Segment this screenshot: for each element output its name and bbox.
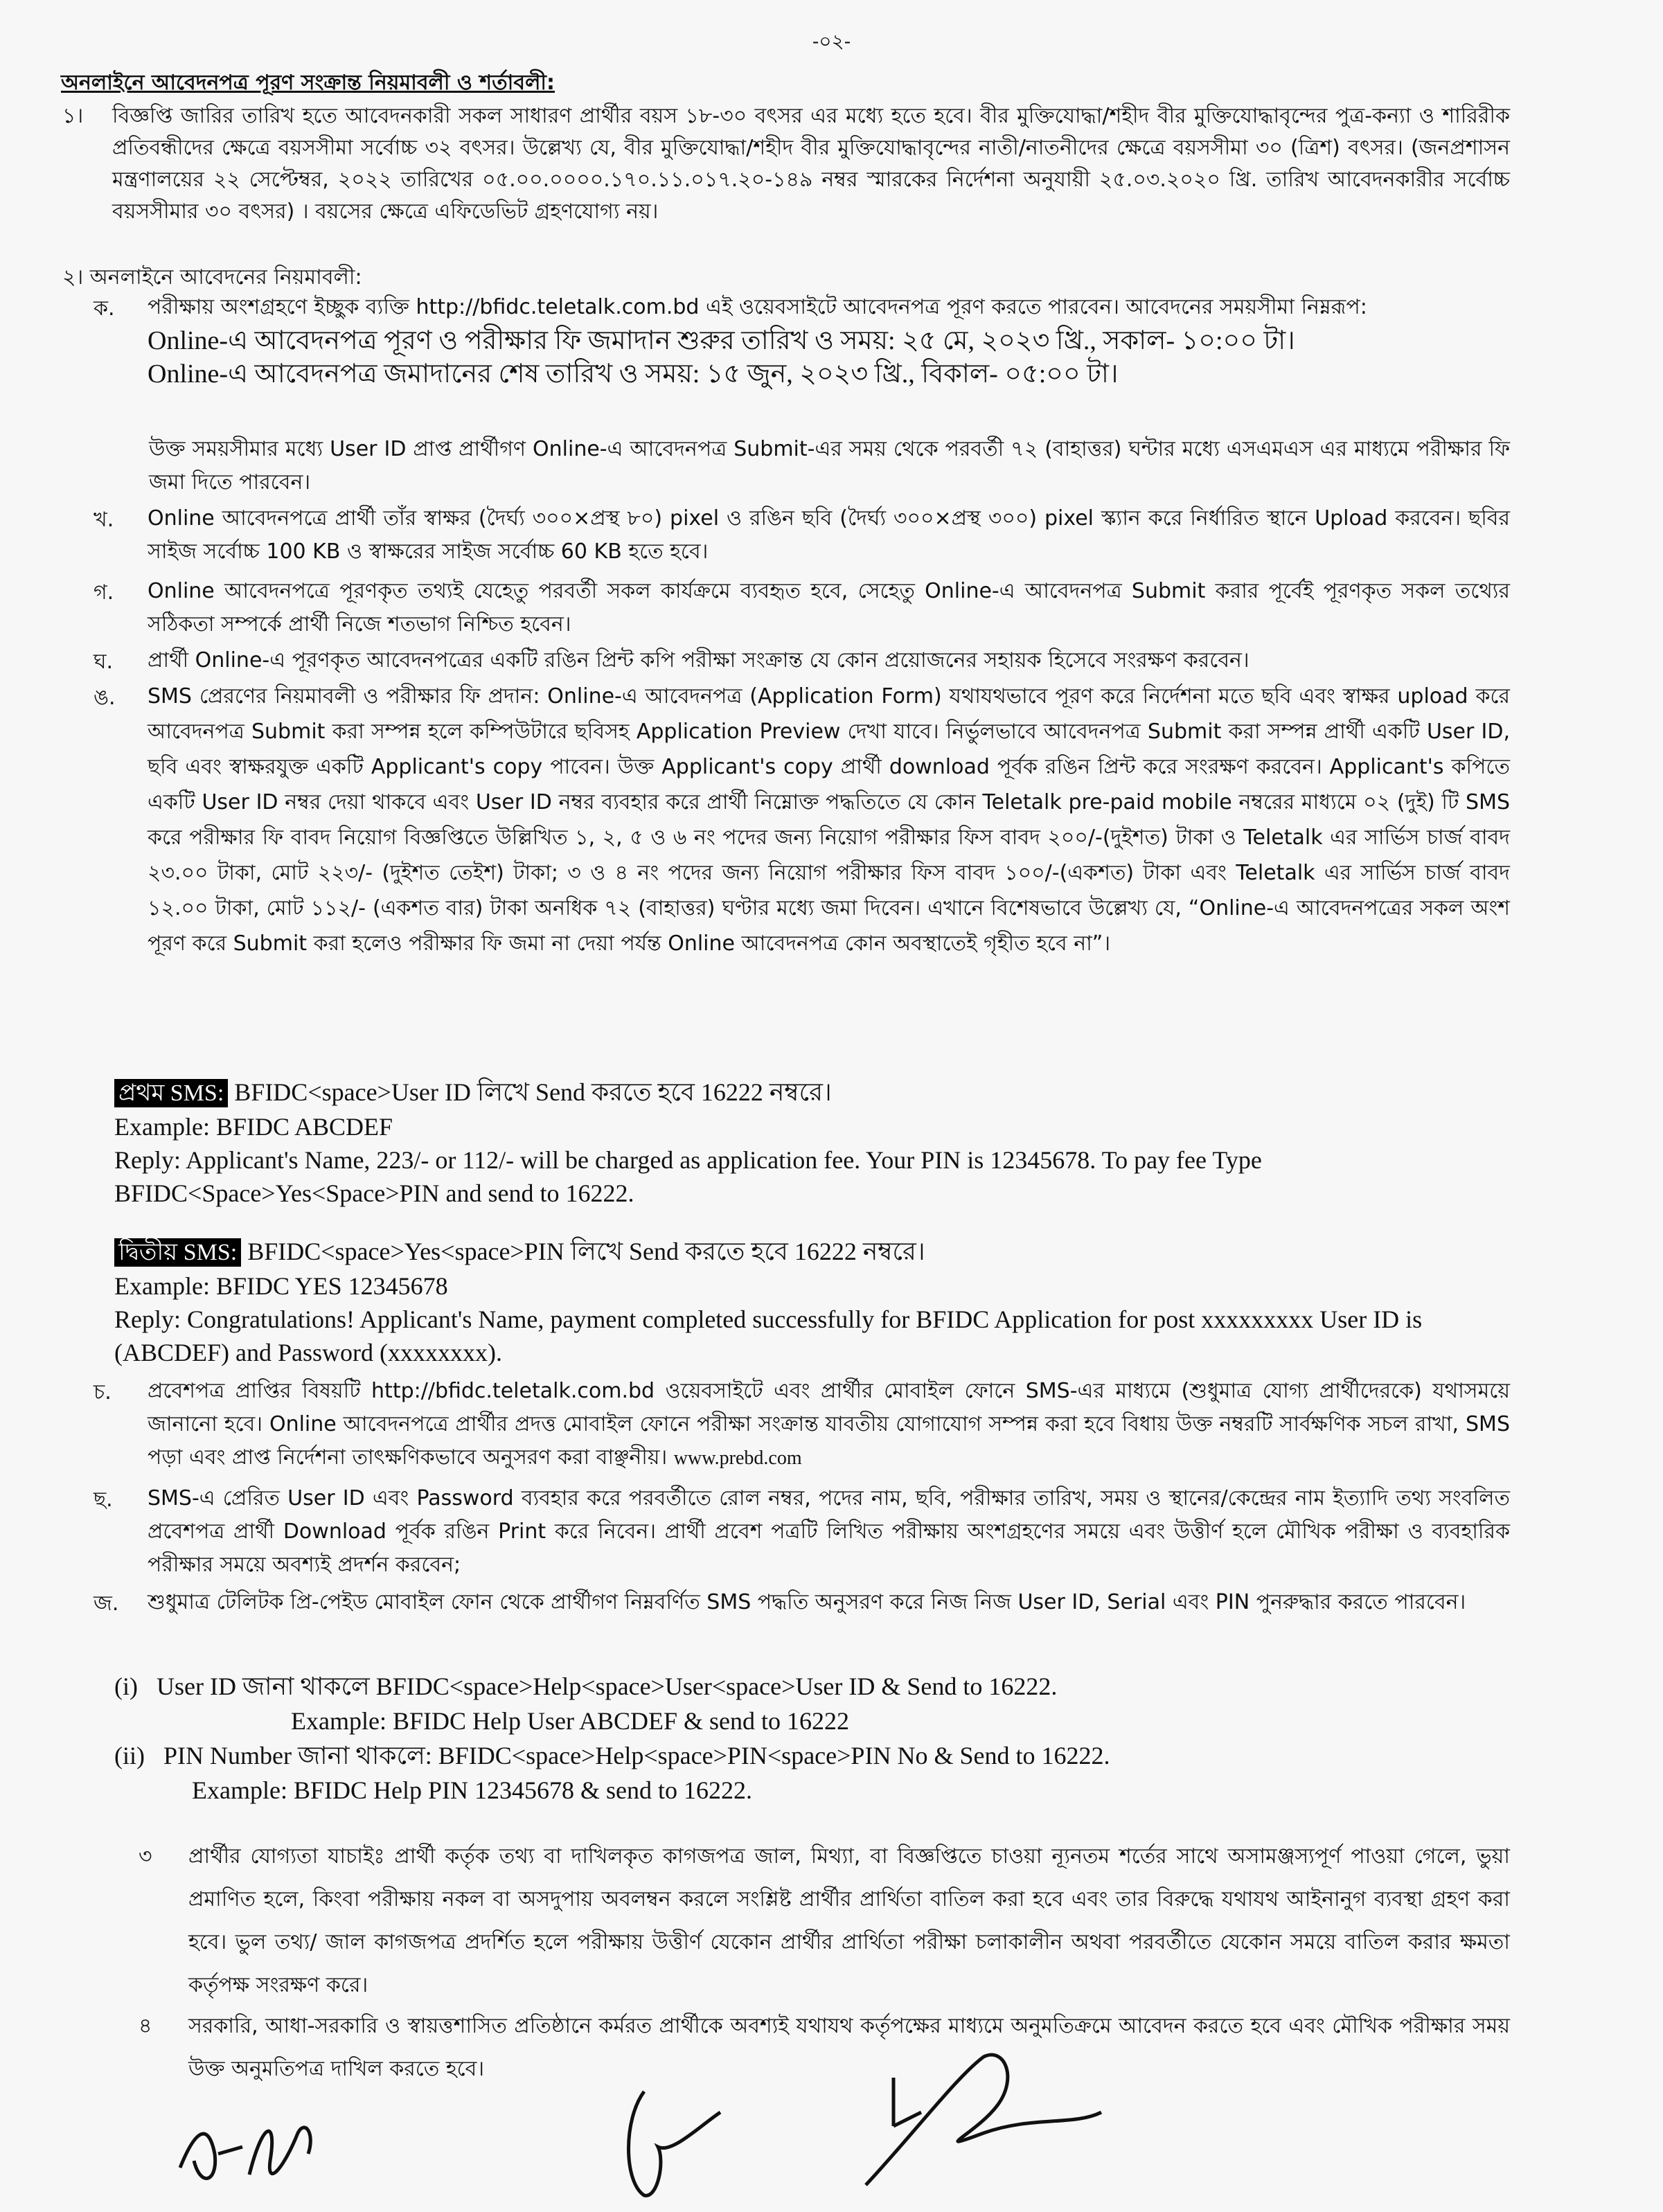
page-number: -০২- — [812, 30, 851, 53]
signature-3-icon — [824, 2050, 1129, 2188]
item-uma — [94, 679, 1510, 961]
item-text: Online আবেদনপত্রে পূরণকৃত তথ্যই যেহেতু পরবর্তী সকল কার্যক্রমে ব্যবহৃত হবে, সেহেতু Online-এ আবেদনপত্র Submit করার পূর্বেই পূরণকৃত সকল তথ্যের সঠিকতা সম্পর্কে প্রার্থী নিজে শতভাগ নিশ্চিত হবেন। — [148, 579, 1510, 636]
item-number: খ. — [94, 508, 114, 532]
section-number: ৩ — [139, 1844, 152, 1868]
item-ga — [94, 575, 1510, 641]
document-heading: অনলাইনে আবেদনপত্র পূরণ সংক্রান্ত নিয়মাবলী ও শর্তাবলী: — [61, 71, 555, 95]
item-text: SMS প্রেরণের নিয়মাবলী ও পরীক্ষার ফি প্রদান: Online-এ আবেদনপত্র (Application Form) যথাযথভাবে পূরণ করে নির্দেশনা মতে ছবি এবং স্বাক্ষর upload করে আবেদনপত্র Submit করা সম্পন্ন হলে কম্পিউটারে ছবিসহ Application Preview দেখা যাবে। নির্ভুলভাবে আবেদনপত্র Submit করা সম্পন্ন প্রার্থী একটি User ID, ছবি এবং স্বাক্ষরযুক্ত একটি Applicant's copy পাবেন। উক্ত Applicant's copy প্রার্থী download পূর্বক রঙিন প্রিন্ট করে সংরক্ষণ করবেন। Applicant's কপিতে একটি User ID নম্বর দেয়া থাকবে এবং User ID নম্বর ব্যবহার করে প্রার্থী নিম্নোক্ত পদ্ধতিতে যে কোন Teletalk pre-paid mobile নম্বরের মাধ্যমে ০২ (দুই) টি SMS করে পরীক্ষার ফি বাবদ নিয়োগ বিজ্ঞপ্তিতে উল্লিখিত ১, ২, ৫ ও ৬ নং পদের জন্য নিয়োগ পরীক্ষার ফিস বাবদ ২০০/-(দুইশত) টাকা ও Teletalk এর সার্ভিস চার্জ বাবদ ২৩.০০ টাকা, মোট ২২৩/- (দুইশত তেইশ) টাকা; ৩ ও ৪ নং পদের জন্য নিয়োগ পরীক্ষার ফিস বাবদ ১০০/-(একশত) টাকা এবং Teletalk এর সার্ভিস চার্জ বাবদ ১২.০০ টাকা, মোট ১১২/- (একশত বার) টাকা অনধিক ৭২ (বাহাত্তর) ঘণ্টার মধ্যে জমা দিবেন। এখানে বিশেষভাবে উল্লেখ্য যে, “Online-এ আবেদনপত্রের সকল অংশ পূরণ করে Submit করা হলেও পরীক্ষার ফি জমা না দেয়া পর্যন্ত Online আবেদনপত্র কোন অবস্থাতেই গৃহীত হবে না”। — [148, 684, 1510, 956]
section-2-title — [62, 262, 1510, 294]
sms-2-badge: দ্বিতীয় SMS: — [114, 1238, 241, 1267]
item-number: চ. — [94, 1380, 112, 1404]
item-text: প্রার্থী Online-এ পূরণকৃত আবেদনপত্রের একটি রঙিন প্রিন্ট কপি পরীক্ষা সংক্রান্ত যে কোন প্রয়োজনের সহায়ক হিসেবে সংরক্ষণ করবেন। — [148, 648, 1250, 672]
item-text: শুধুমাত্র টেলিটক প্রি-পেইড মোবাইল ফোন থেকে প্রার্থীগণ নিম্নবর্ণিত SMS পদ্ধতি অনুসরণ করে নিজ নিজ User ID, Serial এবং PIN পুনরুদ্ধার করতে পারবেন। — [148, 1590, 1466, 1614]
sms-1-block — [114, 1076, 1500, 1210]
item-kha — [94, 502, 1510, 569]
section-title: অনলাইনে আবেদনের নিয়মাবলী: — [89, 265, 362, 289]
item-text: SMS-এ প্রেরিত User ID এবং Password ব্যবহার করে পরবর্তীতে রোল নম্বর, পদের নাম, ছবি, পরীক্ষার তারিখ, সময় ও স্থানের/কেন্দ্রের নাম ইত্যাদি তথ্য সংবলিত প্রবেশপত্র প্রার্থী Download পূর্বক রঙিন Print করে নিবেন। প্রার্থী প্রবেশ পত্রটি লিখিত পরীক্ষায় অংশগ্রহণের সময়ে এবং উত্তীর্ণ হলে মৌখিক পরীক্ষা ও ব্যবহারিক পরীক্ষার সময়ে অবশ্যই প্রদর্শন করবেন; — [148, 1486, 1510, 1577]
sms-2-reply: Reply: Congratulations! Applicant's Name, payment completed successfully for BFIDC Application for post xxxxxxxxx User ID is (ABCDEF) and Password (xxxxxxxx). — [114, 1305, 1423, 1366]
help-i-number: (i) — [114, 1673, 138, 1700]
signature-1-icon — [166, 2091, 429, 2202]
sms-1-badge: প্রথম SMS: — [114, 1079, 228, 1107]
item-number: ক. — [94, 296, 115, 321]
item-ka-note — [114, 433, 1510, 499]
section-number: ১। — [62, 104, 84, 128]
help-ii-number: (ii) — [114, 1742, 145, 1769]
item-number: ঙ. — [94, 686, 116, 710]
help-ii-example: Example: BFIDC Help PIN 12345678 & send to 16222. — [192, 1776, 752, 1804]
item-number: ছ. — [94, 1488, 113, 1512]
help-ii-text: PIN Number জানা থাকলে: BFIDC<space>Help<space>PIN<space>PIN No & Send to 16222. — [163, 1742, 1110, 1769]
sms-2-command: BFIDC<space>Yes<space>PIN লিখে Send করতে হবে 16222 নম্বরে। — [247, 1238, 925, 1265]
sms-2-example: Example: BFIDC YES 12345678 — [114, 1272, 448, 1300]
sms-1-reply: Reply: Applicant's Name, 223/- or 112/- will be charged as application fee. Your PIN is 12345678. To pay fee Type BFIDC<Space>Yes<Space>PIN and send to 16222. — [114, 1146, 1262, 1207]
sms-1-example: Example: BFIDC ABCDEF — [114, 1113, 393, 1141]
help-i-text: User ID জানা থাকলে BFIDC<space>Help<space>User<space>User ID & Send to 16222. — [156, 1673, 1058, 1700]
item-chha — [94, 1482, 1510, 1582]
signature-2-icon — [616, 2078, 755, 2202]
section-text: সরকারি, আধা-সরকারি ও স্বায়ত্তশাসিত প্রতিষ্ঠানে কর্মরত প্রার্থীকে অবশ্যই যথাযথ কর্তৃপক্ষের মাধ্যমে অনুমতিক্রমে আবেদন করতে হবে এবং মৌখিক পরীক্ষার সময় উক্ত অনুমতিপত্র দাখিল করতে হবে। — [188, 2014, 1510, 2081]
item-gha — [94, 644, 1510, 677]
sms-1-command: BFIDC<space>User ID লিখে Send করতে হবে 16222 নম্বরে। — [234, 1078, 832, 1106]
section-text: বিজ্ঞপ্তি জারির তারিখ হতে আবেদনকারী সকল সাধারণ প্রার্থীর বয়স ১৮-৩০ বৎসর এর মধ্যে হতে হবে। বীর মুক্তিযোদ্ধা/শহীদ বীর মুক্তিযোদ্ধাবৃন্দের পুত্র-কন্যা ও শারিরীক প্রতিবন্ধীদের ক্ষেত্রে বয়সসীমা সর্বোচ্চ ৩২ বৎসর। উল্লেখ্য যে, বীর মুক্তিযোদ্ধা/শহীদ বীর মুক্তিযোদ্ধাবৃন্দের নাতী/নাতনীদের ক্ষেত্রে বয়সসীমা ৩০ (ত্রিশ) বৎসর। (জনপ্রশাসন মন্ত্রণালয়ের ২২ সেপ্টেম্বর, ২০২২ তারিখের ০৫.০০.০০০০.১৭০.১১.০১৭.২০-১৪৯ নম্বর স্মারকের নির্দেশনা অনুযায়ী ২৫.০৩.২০২০ খ্রি. তারিখ আবেদনকারীর সর্বোচ্চ বয়সসীমার ৩০ বৎসর) । বয়সের ক্ষেত্রে এফিডেভিট গ্রহণযোগ্য নয়। — [112, 104, 1510, 224]
item-text: Online আবেদনপত্রে প্রার্থী তাঁর স্বাক্ষর (দৈর্ঘ্য ৩০০×প্রস্থ ৮০) pixel ও রঙিন ছবি (দৈর্ঘ্য ৩০০×প্রস্থ ৩০০) pixel স্ক্যান করে নির্ধারিত স্থানে Upload করবেন। ছবির সাইজ সর্বোচ্চ 100 KB ও স্বাক্ষরের সাইজ সর্বোচ্চ 60 KB হতে হবে। — [148, 506, 1510, 564]
section-1 — [62, 100, 1510, 228]
start-date-line: Online-এ আবেদনপত্র পূরণ ও পরীক্ষার ফি জমাদান শুরুর তারিখ ও সময়: ২৫ মে, ২০২৩ খ্রি., সকাল- ১০:০০ টা। — [148, 326, 1295, 355]
item-ka — [94, 291, 1510, 391]
item-number: গ. — [94, 580, 114, 605]
section-number: ৪ — [139, 2014, 152, 2038]
help-codes — [114, 1669, 1500, 1808]
item-text: পরীক্ষায় অংশগ্রহণে ইচ্ছুক ব্যক্তি http://bfidc.teletalk.com.bd এই ওয়েবসাইটে আবেদনপত্র পূরণ করতে পারবেন। আবেদনের সময়সীমা নিম্নরূপ: — [148, 295, 1367, 319]
sms-2-block — [114, 1235, 1500, 1369]
item-text: উক্ত সময়সীমার মধ্যে User ID প্রাপ্ত প্রার্থীগণ Online-এ আবেদনপত্র Submit-এর সময় থেকে পরবর্তী ৭২ (বাহাত্তর) ঘন্টার মধ্যে এসএমএস এর মাধ্যমে পরীক্ষার ফি জমা দিতে পারবেন। — [149, 437, 1510, 494]
item-text: প্রবেশপত্র প্রাপ্তির বিষয়টি http://bfidc.teletalk.com.bd ওয়েবসাইটে এবং প্রার্থীর মোবাইল ফোনে SMS-এর মাধ্যমে (শুধুমাত্র যোগ্য প্রার্থীদেরকে) যথাসময়ে জানানো হবে। Online আবেদনপত্রে প্রার্থীর প্রদত্ত মোবাইল ফোনে পরীক্ষা সংক্রান্ত যাবতীয় যোগাযোগ সম্পন্ন করা হবে বিধায় উক্ত নম্বরটি সার্বক্ষণিক সচল রাখা, SMS পড়া এবং প্রাপ্ত নির্দেশনা তাৎক্ষণিকভাবে অনুসরণ করা বাঞ্ছনীয়। — [148, 1379, 1510, 1470]
item-cha — [94, 1375, 1510, 1475]
end-date-line: Online-এ আবেদনপত্র জমাদানের শেষ তারিখ ও সময়: ১৫ জুন, ২০২৩ খ্রি., বিকাল- ০৫:০০ টা। — [148, 359, 1119, 389]
item-number: জ. — [94, 1591, 119, 1616]
section-text: প্রার্থীর যোগ্যতা যাচাইঃ প্রার্থী কর্তৃক তথ্য বা দাখিলকৃত কাগজপত্র জাল, মিথ্যা, বা বিজ্ঞপ্তিতে চাওয়া ন্যূনতম শর্তের সাথে অসামঞ্জস্যপূর্ণ পাওয়া গেলে, ভুয়া প্রমাণিত হলে, কিংবা পরীক্ষায় নকল বা অসদুপায় অবলম্বন করলে সংশ্লিষ্ট প্রার্থীর প্রার্থিতা বাতিল করা হবে এবং তার বিরুদ্ধে যথাযথ আইনানুগ ব্যবস্থা গ্রহণ করা হবে। ভুল তথ্য/ জাল কাগজপত্র প্রদর্শিত হলে পরীক্ষায় উত্তীর্ণ যেকোন প্রার্থীর প্রার্থিতা পরীক্ষা চলাকালীন অথবা পরবর্তীতে যেকোন সময়ে বাতিল করার ক্ষমতা কর্তৃপক্ষ সংরক্ষণ করে। — [188, 1844, 1510, 1997]
section-number: ২। — [62, 265, 84, 289]
section-3 — [139, 1835, 1510, 2007]
help-i-example: Example: BFIDC Help User ABCDEF & send to 16222 — [291, 1707, 849, 1735]
watermark: www.prebd.com — [673, 1447, 802, 1469]
item-ja — [94, 1586, 1510, 1619]
item-number: ঘ. — [94, 650, 114, 674]
